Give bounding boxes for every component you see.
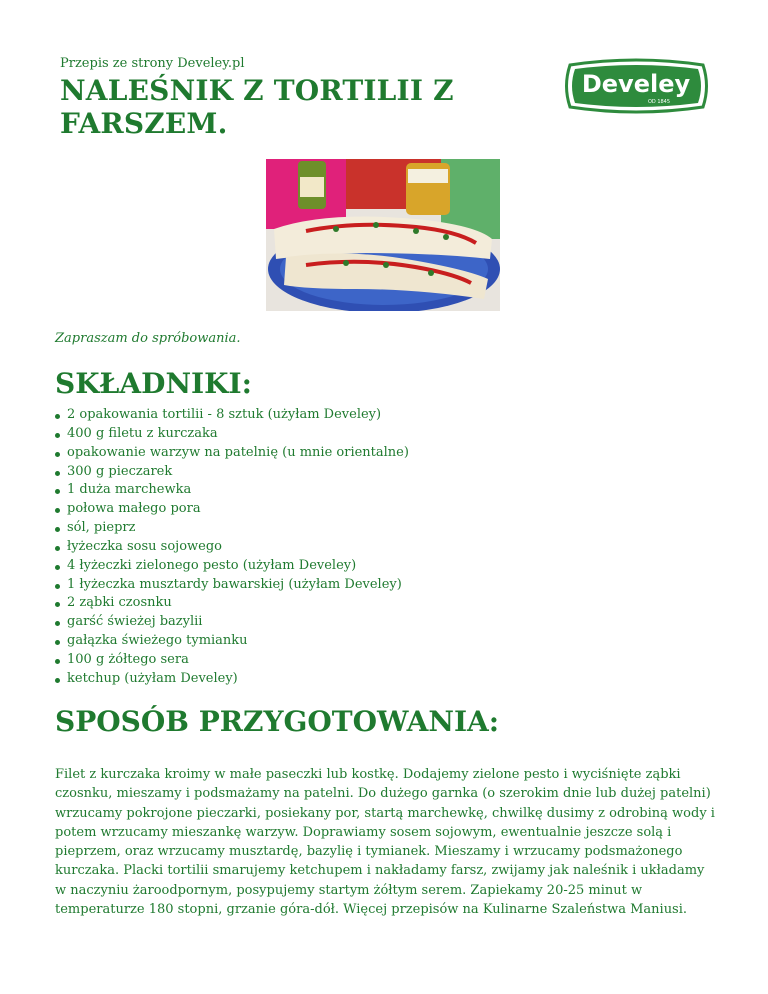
list-item: 400 g filetu z kurczaka (55, 425, 409, 444)
list-item: 2 opakowania tortilii - 8 sztuk (użyłam Develey) (55, 406, 409, 425)
list-item: gałązka świeżego tymianku (55, 632, 409, 651)
list-item: sól, pieprz (55, 519, 409, 538)
list-item: 1 łyżeczka musztardy bawarskiej (użyłam Develey) (55, 576, 409, 595)
list-item: garść świeżej bazylii (55, 613, 409, 632)
list-item: 300 g pieczarek (55, 463, 409, 482)
recipe-photo (266, 159, 500, 311)
ingredients-list (55, 406, 409, 689)
method-text: Filet z kurczaka kroimy w małe paseczki lub kostkę. Dodajemy zielone pesto i wyciśnięte ząbki czosnku, mieszamy i podsmażamy na patelni. Do dużego garnka (o szerokim dnie lub dużej patelni) wrzucamy pokrojone pieczarki, posiekany por, startą marchewkę, chwilkę dusimy z odrobiną wody i potem wrzucamy mieszankę warzyw. Doprawiamy sosem sojowym, ewentualnie jeszcze solą i pieprzem, oraz wrzucamy musztardę, bazylię i tymianek. Mieszamy i wrzucamy podsmażonego kurczaka. Placki tortilii smarujemy ketchupem i nakładamy farsz, zwijamy jak naleśnik i układamy w naczyniu żaroodpornym, posypujemy startym żółtym serem. Zapiekamy 20-25 minut w temperaturze 180 stopni, grzanie góra-dół. Więcej przepisów na Kulinarne Szaleństwa Maniusi. (55, 767, 715, 918)
source-line: Przepis ze strony Develey.pl (60, 56, 245, 71)
method-heading: SPOSÓB PRZYGOTOWANIA: (55, 705, 500, 738)
develey-logo (564, 57, 709, 115)
list-item: łyżeczka sosu sojowego (55, 538, 409, 557)
recipe-title: NALEŚNIK Z TORTILII Z FARSZEM. (60, 74, 454, 140)
list-item: ketchup (użyłam Develey) (55, 670, 409, 689)
list-item: połowa małego pora (55, 500, 409, 519)
list-item: 2 ząbki czosnku (55, 594, 409, 613)
intro-text: Zapraszam do spróbowania. (55, 331, 241, 346)
logo-brand-text: Develey (581, 70, 691, 98)
logo-tagline-text: OD 1845 (647, 99, 671, 105)
list-item: opakowanie warzyw na patelnię (u mnie orientalne) (55, 444, 409, 463)
ingredients-heading: SKŁADNIKI: (55, 367, 252, 400)
list-item: 100 g żółtego sera (55, 651, 409, 670)
list-item: 1 duża marchewka (55, 481, 409, 500)
list-item: 4 łyżeczki zielonego pesto (użyłam Develey) (55, 557, 409, 576)
